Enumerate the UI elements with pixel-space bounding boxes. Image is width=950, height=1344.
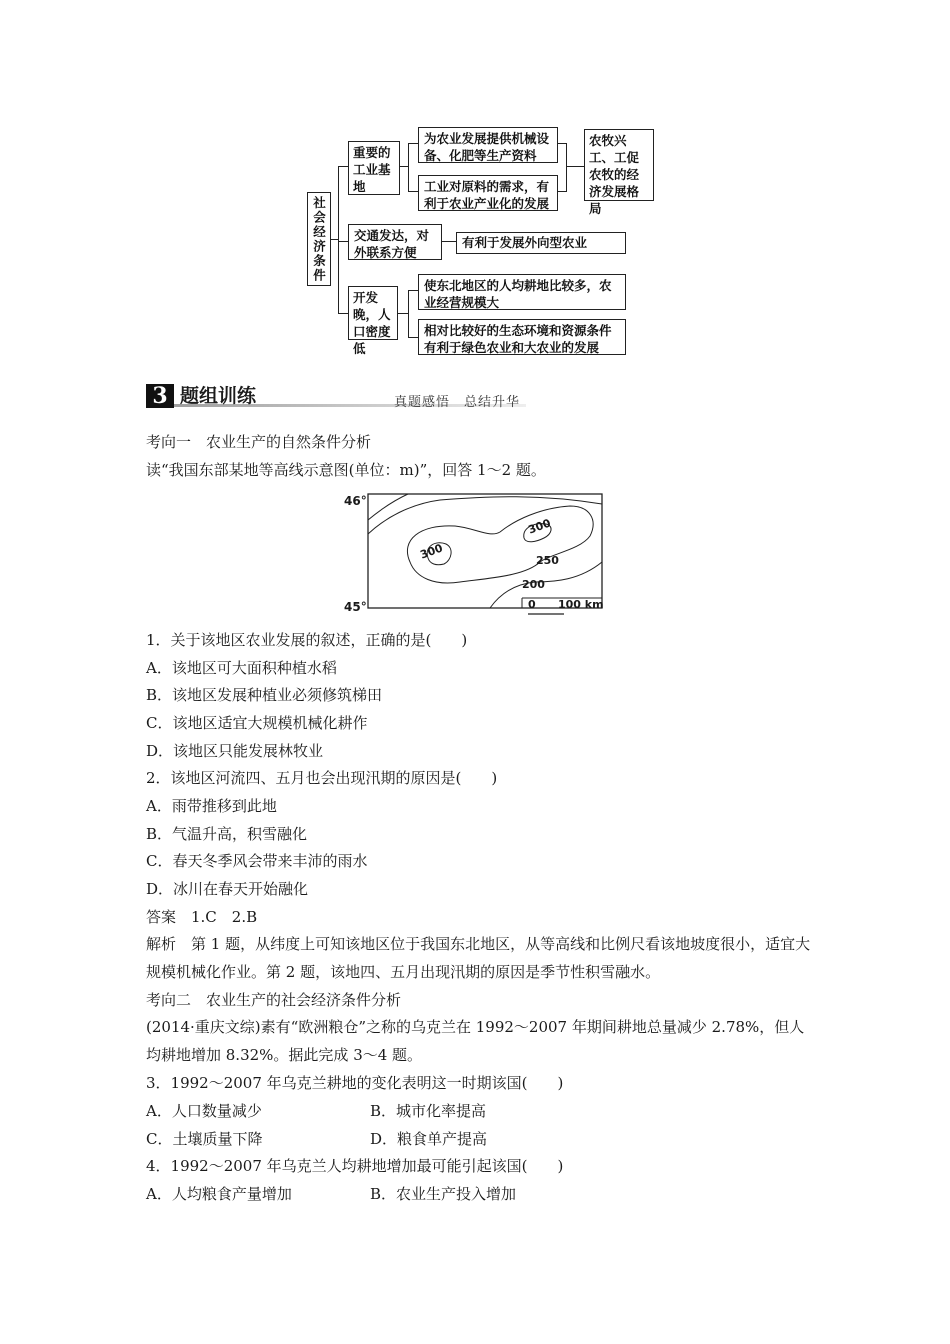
diagram-leaf-machinery: 为农业发展提供机械设备、化肥等生产资料 (418, 127, 558, 163)
question-3: 3．1992～2007 年乌克兰耕地的变化表明这一时期该国( ) (146, 1074, 564, 1092)
q1-option-a: A．该地区可大面积种植水稻 (146, 659, 337, 677)
q3-option-d: D．粮食单产提高 (370, 1130, 488, 1148)
latitude-46: 46° (344, 494, 367, 508)
contour-label-200: 200 (522, 578, 545, 591)
contour-map (340, 490, 610, 620)
intro-1: 读“我国东部某地等高线示意图(单位：m)”，回答 1～2 题。 (146, 461, 546, 479)
diagram-branch-development: 开发晚，人口密度低 (348, 286, 398, 340)
diagram-branch-transport: 交通发达，对外联系方便 (348, 224, 442, 260)
q4-option-a: A．人均粮食产量增加 (146, 1185, 292, 1203)
diagram-root-box (307, 192, 331, 286)
question-2: 2．该地区河流四、五月也会出现汛期的原因是( ) (146, 769, 498, 787)
q3-option-b: B．城市化率提高 (370, 1102, 487, 1120)
q3-option-c: C．土壤质量下降 (146, 1130, 263, 1148)
intro-2: (2014·重庆文综)素有“欧洲粮仓”之称的乌克兰在 1992～2007 年期间耕地总量减少 2.78%，但人均耕地增加 8.32%。据此完成 3～4 题。 (146, 1018, 805, 1064)
diagram-leaf-ecology: 相对比较好的生态环境和资源条件有利于绿色农业和大农业的发展 (418, 319, 626, 355)
diagram-root-label: 社会经济条件 (311, 195, 327, 283)
q1-option-c: C．该地区适宜大规模机械化耕作 (146, 714, 368, 732)
q2-option-c: C．春天冬季风会带来丰沛的雨水 (146, 852, 368, 870)
section-subtitle: 真题感悟 总结升华 (394, 395, 521, 410)
latitude-45: 45° (344, 600, 367, 614)
topic-1: 考向一 农业生产的自然条件分析 (146, 433, 372, 451)
topic-2: 考向二 农业生产的社会经济条件分析 (146, 991, 402, 1009)
q2-option-a: A．雨带推移到此地 (146, 797, 277, 815)
q2-option-d: D．冰川在春天开始融化 (146, 880, 309, 898)
q4-option-b: B．农业生产投入增加 (370, 1185, 517, 1203)
q2-option-b: B．气温升高，积雪融化 (146, 825, 308, 843)
diagram-leaf-farmland: 使东北地区的人均耕地比较多，农业经营规模大 (418, 274, 626, 310)
scale-km: 100 km (558, 598, 604, 611)
contour-label-300-left: 300 (418, 541, 445, 562)
question-1: 1．关于该地区农业发展的叙述，正确的是( ) (146, 631, 468, 649)
q1-option-d: D．该地区只能发展林牧业 (146, 742, 324, 760)
diagram-leaf-raw-material: 工业对原料的需求，有利于农业产业化的发展 (418, 175, 558, 211)
diagram-result-box: 农牧兴工、工促农牧的经济发展格局 (584, 129, 654, 201)
q3-option-a: A．人口数量减少 (146, 1102, 262, 1120)
section-number: 3 (146, 384, 174, 408)
analysis-paragraph: 解析 第 1 题，从纬度上可知该地区位于我国东北地区，从等高线和比例尺看该地坡度很小，适宜大规模机械化作业。第 2 题，该地四、五月出现汛期的原因是季节性积雪融水。 (146, 935, 811, 981)
diagram-branch-industry: 重要的工业基地 (348, 141, 400, 195)
question-4: 4．1992～2007 年乌克兰人均耕地增加最可能引起该国( ) (146, 1157, 564, 1175)
contour-label-250: 250 (536, 554, 559, 567)
q1-option-b: B．该地区发展种植业必须修筑梯田 (146, 686, 383, 704)
contour-label-300-right: 300 (526, 516, 553, 537)
scale-zero: 0 (528, 598, 536, 611)
section-title: 题组训练 (180, 385, 257, 407)
diagram-leaf-export: 有利于发展外向型农业 (456, 232, 626, 254)
answer-line: 答案 1.C 2.B (146, 908, 258, 926)
